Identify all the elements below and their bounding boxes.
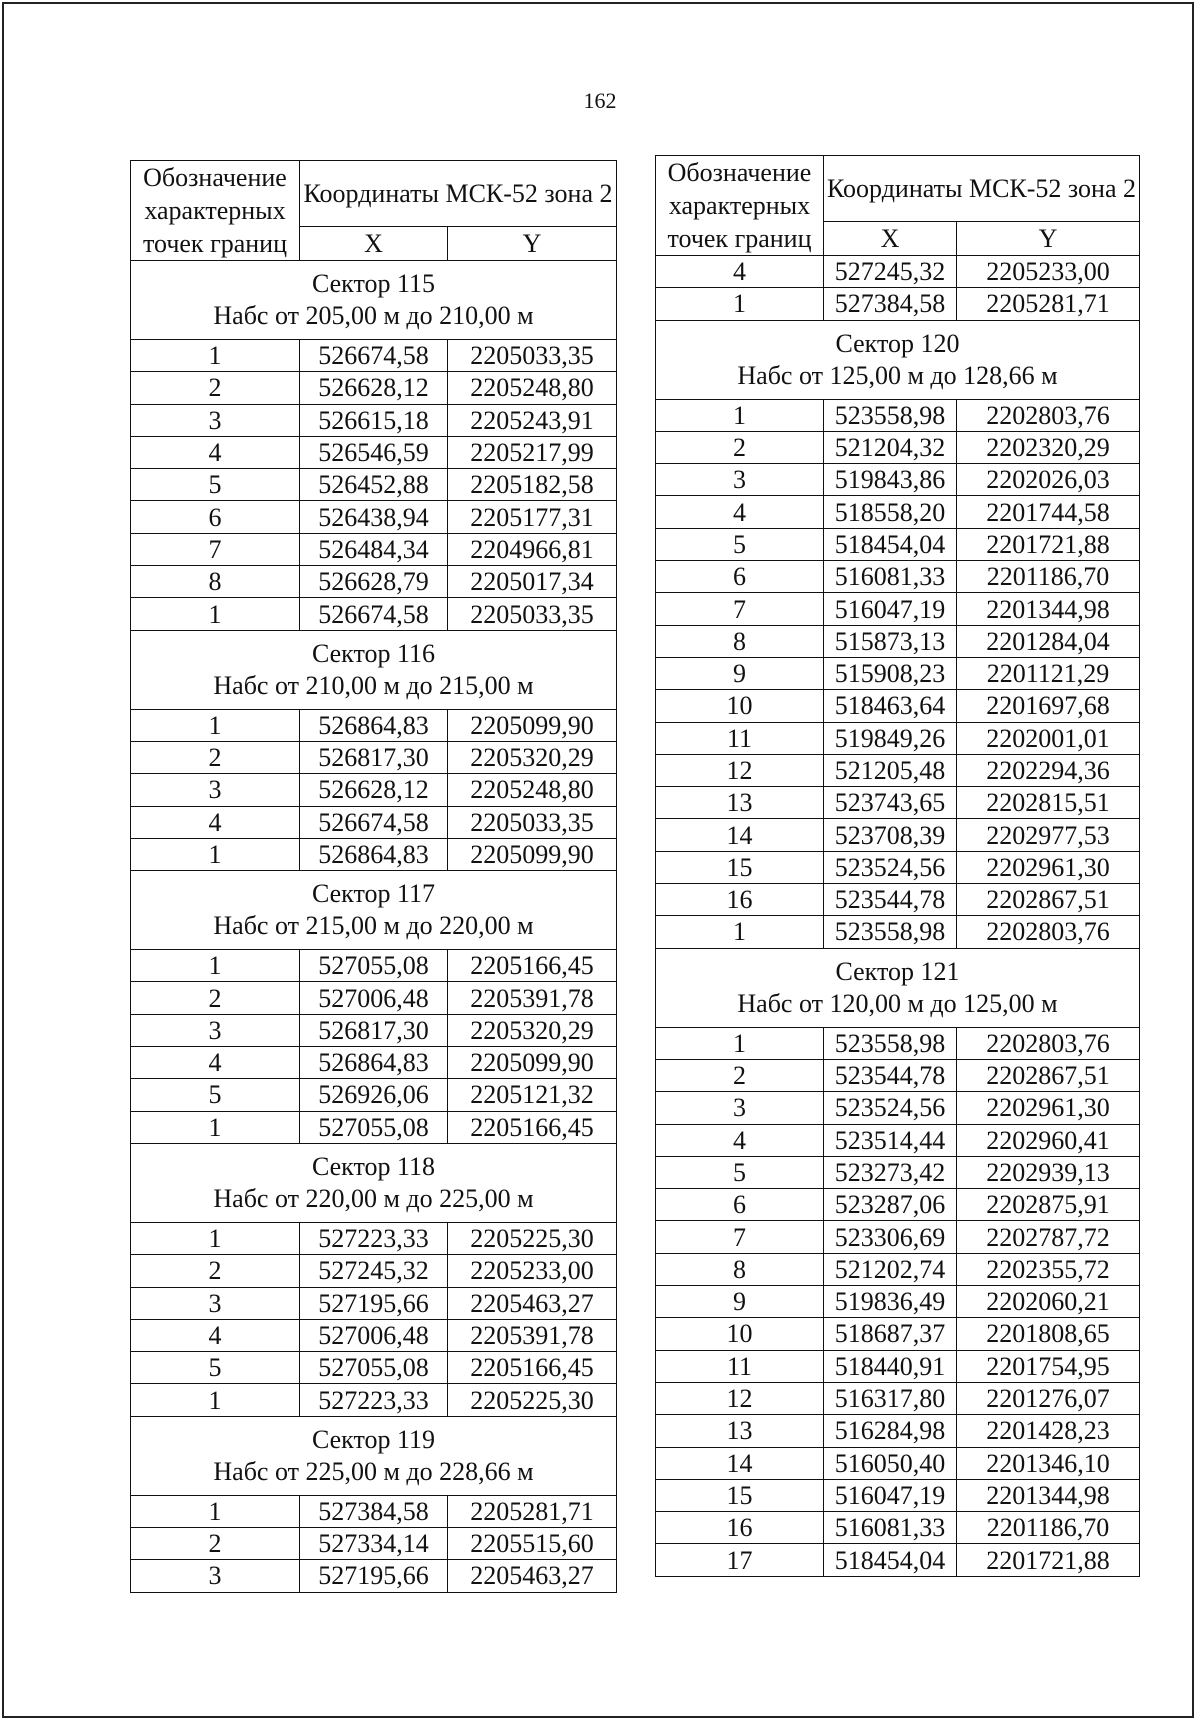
table-row xyxy=(131,1255,617,1287)
point-number-cell: 14 xyxy=(656,1447,824,1479)
table-row xyxy=(131,1528,617,1560)
sector-height-range: Набс от 215,00 м до 220,00 м xyxy=(213,911,534,941)
point-number-cell: 1 xyxy=(131,709,300,741)
y-coordinate-cell: 2202320,29 xyxy=(957,431,1140,463)
table-row xyxy=(656,288,1140,320)
x-coordinate-cell: 523558,98 xyxy=(824,1027,957,1059)
x-coordinate-cell: 523708,39 xyxy=(824,819,957,851)
table-row xyxy=(656,1189,1140,1221)
y-coordinate-cell: 2204966,81 xyxy=(448,533,617,565)
y-coordinate-cell: 2201284,04 xyxy=(957,625,1140,657)
x-coordinate-cell: 519843,86 xyxy=(824,464,957,496)
point-number-cell: 5 xyxy=(131,469,300,501)
y-coordinate-cell: 2201186,70 xyxy=(957,561,1140,593)
point-number-cell: 3 xyxy=(656,464,824,496)
sector-height-range: Набс от 225,00 м до 228,66 м xyxy=(213,1456,534,1486)
y-coordinate-cell: 2201808,65 xyxy=(957,1318,1140,1350)
y-coordinate-cell: 2201276,07 xyxy=(957,1382,1140,1414)
y-coordinate-cell: 2205281,71 xyxy=(957,288,1140,320)
table-row xyxy=(656,593,1140,625)
table-row xyxy=(131,469,617,501)
point-number-cell: 11 xyxy=(656,1350,824,1382)
y-coordinate-cell: 2205281,71 xyxy=(448,1495,617,1527)
point-number-cell: 1 xyxy=(131,598,300,630)
point-number-cell: 4 xyxy=(656,1124,824,1156)
x-coordinate-cell: 527223,33 xyxy=(300,1222,448,1254)
point-number-cell: 16 xyxy=(656,884,824,916)
point-number-cell: 12 xyxy=(656,754,824,786)
table-row xyxy=(131,806,617,838)
y-coordinate-cell: 2205463,27 xyxy=(448,1560,617,1592)
x-coordinate-cell: 523273,42 xyxy=(824,1156,957,1188)
x-coordinate-cell: 527055,08 xyxy=(300,950,448,982)
table-row xyxy=(131,982,617,1014)
y-coordinate-cell: 2205099,90 xyxy=(448,709,617,741)
x-coordinate-cell: 527334,14 xyxy=(300,1528,448,1560)
x-coordinate-cell: 526817,30 xyxy=(300,1014,448,1046)
point-number-cell: 2 xyxy=(656,1059,824,1091)
x-coordinate-cell: 523524,56 xyxy=(824,1092,957,1124)
y-coordinate-cell: 2205182,58 xyxy=(448,469,617,501)
y-coordinate-cell: 2205225,30 xyxy=(448,1384,617,1416)
y-coordinate-cell: 2202867,51 xyxy=(957,1059,1140,1091)
x-coordinate-cell: 526628,12 xyxy=(300,372,448,404)
x-coordinate-cell: 526817,30 xyxy=(300,741,448,773)
x-coordinate-cell: 523524,56 xyxy=(824,851,957,883)
table-row xyxy=(656,1027,1140,1059)
sector-title: Сектор 119 xyxy=(311,1424,436,1454)
y-coordinate-cell: 2202961,30 xyxy=(957,1092,1140,1124)
y-coordinate-cell: 2202803,76 xyxy=(957,1027,1140,1059)
table-row xyxy=(656,1156,1140,1188)
y-coordinate-cell: 2202803,76 xyxy=(957,399,1140,431)
x-coordinate-cell: 526926,06 xyxy=(300,1079,448,1111)
y-coordinate-cell: 2201721,88 xyxy=(957,528,1140,560)
x-coordinate-cell: 523287,06 xyxy=(824,1189,957,1221)
x-coordinate-cell: 516047,19 xyxy=(824,1479,957,1511)
table-row xyxy=(131,1222,617,1254)
y-coordinate-cell: 2202001,01 xyxy=(957,722,1140,754)
y-coordinate-cell: 2202355,72 xyxy=(957,1253,1140,1285)
table-row xyxy=(656,787,1140,819)
table-row xyxy=(131,1111,617,1143)
y-coordinate-cell: 2205320,29 xyxy=(448,741,617,773)
x-coordinate-cell: 526864,83 xyxy=(300,709,448,741)
x-coordinate-cell: 518440,91 xyxy=(824,1350,957,1382)
x-coordinate-cell: 526628,12 xyxy=(300,774,448,806)
y-coordinate-cell: 2205017,34 xyxy=(448,566,617,598)
header-coordinates-label: Координаты МСК-52 зона 2 xyxy=(824,156,1140,222)
x-coordinate-cell: 527006,48 xyxy=(300,1319,448,1351)
x-coordinate-cell: 526674,58 xyxy=(300,340,448,372)
x-coordinate-cell: 526628,79 xyxy=(300,566,448,598)
y-coordinate-cell: 2205099,90 xyxy=(448,838,617,870)
table-row xyxy=(131,1079,617,1111)
table-row xyxy=(656,1124,1140,1156)
x-coordinate-cell: 527223,33 xyxy=(300,1384,448,1416)
x-coordinate-cell: 523544,78 xyxy=(824,1059,957,1091)
point-number-cell: 1 xyxy=(131,1222,300,1254)
x-coordinate-cell: 527055,08 xyxy=(300,1111,448,1143)
sector-heading xyxy=(131,871,617,950)
header-x-label: X xyxy=(824,222,957,256)
point-number-cell: 11 xyxy=(656,722,824,754)
point-number-cell: 4 xyxy=(656,256,824,288)
sector-heading xyxy=(656,948,1140,1027)
table-row xyxy=(656,657,1140,689)
y-coordinate-cell: 2201344,98 xyxy=(957,593,1140,625)
x-coordinate-cell: 518687,37 xyxy=(824,1318,957,1350)
table-row xyxy=(656,399,1140,431)
y-coordinate-cell: 2205463,27 xyxy=(448,1287,617,1319)
x-coordinate-cell: 518454,04 xyxy=(824,528,957,560)
x-coordinate-cell: 523544,78 xyxy=(824,884,957,916)
point-number-cell: 3 xyxy=(131,774,300,806)
y-coordinate-cell: 2201346,10 xyxy=(957,1447,1140,1479)
table-row xyxy=(131,598,617,630)
point-number-cell: 2 xyxy=(131,741,300,773)
y-coordinate-cell: 2205121,32 xyxy=(448,1079,617,1111)
coordinates-table-right xyxy=(655,155,1140,1577)
point-number-cell: 5 xyxy=(656,528,824,560)
x-coordinate-cell: 516317,80 xyxy=(824,1382,957,1414)
x-coordinate-cell: 523558,98 xyxy=(824,399,957,431)
table-row xyxy=(656,1415,1140,1447)
y-coordinate-cell: 2201721,88 xyxy=(957,1544,1140,1576)
point-number-cell: 17 xyxy=(656,1544,824,1576)
point-number-cell: 4 xyxy=(131,1047,300,1079)
x-coordinate-cell: 526864,83 xyxy=(300,1047,448,1079)
point-number-cell: 2 xyxy=(131,1255,300,1287)
y-coordinate-cell: 2202977,53 xyxy=(957,819,1140,851)
x-coordinate-cell: 516081,33 xyxy=(824,561,957,593)
sector-heading-cell xyxy=(656,320,1140,399)
x-coordinate-cell: 516050,40 xyxy=(824,1447,957,1479)
table-row xyxy=(131,566,617,598)
table-row xyxy=(656,496,1140,528)
point-number-cell: 1 xyxy=(131,340,300,372)
point-number-cell: 2 xyxy=(131,372,300,404)
y-coordinate-cell: 2205033,35 xyxy=(448,598,617,630)
sector-heading-cell xyxy=(131,630,617,709)
point-number-cell: 7 xyxy=(131,533,300,565)
table-row xyxy=(656,1253,1140,1285)
x-coordinate-cell: 521205,48 xyxy=(824,754,957,786)
x-coordinate-cell: 523743,65 xyxy=(824,787,957,819)
point-number-cell: 2 xyxy=(131,1528,300,1560)
table-row xyxy=(131,950,617,982)
point-number-cell: 1 xyxy=(131,1495,300,1527)
y-coordinate-cell: 2205391,78 xyxy=(448,982,617,1014)
point-number-cell: 15 xyxy=(656,1479,824,1511)
y-coordinate-cell: 2202803,76 xyxy=(957,916,1140,948)
y-coordinate-cell: 2202867,51 xyxy=(957,884,1140,916)
table-row xyxy=(656,884,1140,916)
table-row xyxy=(656,431,1140,463)
point-number-cell: 15 xyxy=(656,851,824,883)
table-row xyxy=(131,1495,617,1527)
sector-heading-cell xyxy=(131,1416,617,1495)
point-number-cell: 12 xyxy=(656,1382,824,1414)
y-coordinate-cell: 2205248,80 xyxy=(448,372,617,404)
y-coordinate-cell: 2205515,60 xyxy=(448,1528,617,1560)
table-row xyxy=(131,1384,617,1416)
point-number-cell: 10 xyxy=(656,1318,824,1350)
point-number-cell: 1 xyxy=(131,838,300,870)
table-row xyxy=(656,754,1140,786)
y-coordinate-cell: 2205166,45 xyxy=(448,1352,617,1384)
table-row xyxy=(656,625,1140,657)
sector-height-range: Набс от 205,00 м до 210,00 м xyxy=(213,301,534,330)
table-row xyxy=(656,1221,1140,1253)
x-coordinate-cell: 518454,04 xyxy=(824,1544,957,1576)
point-number-cell: 3 xyxy=(131,1560,300,1592)
y-coordinate-cell: 2202787,72 xyxy=(957,1221,1140,1253)
x-coordinate-cell: 527006,48 xyxy=(300,982,448,1014)
y-coordinate-cell: 2201754,95 xyxy=(957,1350,1140,1382)
y-coordinate-cell: 2205243,91 xyxy=(448,404,617,436)
header-points-label: Обозначение характерных точек границ xyxy=(131,161,300,261)
table-row xyxy=(131,1047,617,1079)
point-number-cell: 13 xyxy=(656,787,824,819)
x-coordinate-cell: 526546,59 xyxy=(300,436,448,468)
y-coordinate-cell: 2202939,13 xyxy=(957,1156,1140,1188)
table-row xyxy=(131,372,617,404)
table-row xyxy=(131,741,617,773)
table-row xyxy=(131,404,617,436)
y-coordinate-cell: 2201697,68 xyxy=(957,690,1140,722)
x-coordinate-cell: 516081,33 xyxy=(824,1512,957,1544)
x-coordinate-cell: 526864,83 xyxy=(300,838,448,870)
header-y-label: Y xyxy=(957,222,1140,256)
table-row xyxy=(656,1479,1140,1511)
y-coordinate-cell: 2202875,91 xyxy=(957,1189,1140,1221)
y-coordinate-cell: 2205391,78 xyxy=(448,1319,617,1351)
sector-heading-cell xyxy=(131,261,617,340)
x-coordinate-cell: 523558,98 xyxy=(824,916,957,948)
point-number-cell: 9 xyxy=(656,1286,824,1318)
point-number-cell: 4 xyxy=(656,496,824,528)
point-number-cell: 1 xyxy=(656,916,824,948)
x-coordinate-cell: 518558,20 xyxy=(824,496,957,528)
table-row xyxy=(656,1512,1140,1544)
point-number-cell: 8 xyxy=(656,625,824,657)
table-row xyxy=(656,561,1140,593)
y-coordinate-cell: 2202294,36 xyxy=(957,754,1140,786)
table-row xyxy=(131,1560,617,1592)
point-number-cell: 8 xyxy=(656,1253,824,1285)
y-coordinate-cell: 2205033,35 xyxy=(448,806,617,838)
point-number-cell: 6 xyxy=(656,1189,824,1221)
x-coordinate-cell: 523306,69 xyxy=(824,1221,957,1253)
sector-height-range: Набс от 125,00 м до 128,66 м xyxy=(737,360,1058,390)
table-row xyxy=(656,722,1140,754)
sector-title: Сектор 120 xyxy=(835,328,960,358)
x-coordinate-cell: 527245,32 xyxy=(300,1255,448,1287)
sector-heading xyxy=(131,1416,617,1495)
sector-height-range: Набс от 210,00 м до 215,00 м xyxy=(213,670,534,700)
table-row xyxy=(131,838,617,870)
table-row xyxy=(656,1286,1140,1318)
x-coordinate-cell: 519836,49 xyxy=(824,1286,957,1318)
table-row xyxy=(656,464,1140,496)
point-number-cell: 10 xyxy=(656,690,824,722)
point-number-cell: 8 xyxy=(131,566,300,598)
x-coordinate-cell: 519849,26 xyxy=(824,722,957,754)
y-coordinate-cell: 2205217,99 xyxy=(448,436,617,468)
y-coordinate-cell: 2205233,00 xyxy=(957,256,1140,288)
y-coordinate-cell: 2205166,45 xyxy=(448,950,617,982)
y-coordinate-cell: 2202026,03 xyxy=(957,464,1140,496)
y-coordinate-cell: 2205248,80 xyxy=(448,774,617,806)
table-row xyxy=(656,916,1140,948)
x-coordinate-cell: 515908,23 xyxy=(824,657,957,689)
point-number-cell: 2 xyxy=(656,431,824,463)
point-number-cell: 13 xyxy=(656,1415,824,1447)
sector-heading xyxy=(656,320,1140,399)
point-number-cell: 14 xyxy=(656,819,824,851)
point-number-cell: 3 xyxy=(656,1092,824,1124)
header-x-label: X xyxy=(300,227,448,261)
point-number-cell: 3 xyxy=(131,1287,300,1319)
x-coordinate-cell: 527245,32 xyxy=(824,256,957,288)
table-row xyxy=(656,1382,1140,1414)
y-coordinate-cell: 2201186,70 xyxy=(957,1512,1140,1544)
sector-title: Сектор 121 xyxy=(835,956,960,986)
x-coordinate-cell: 516284,98 xyxy=(824,1415,957,1447)
x-coordinate-cell: 526484,34 xyxy=(300,533,448,565)
sector-heading xyxy=(131,1143,617,1222)
sector-height-range: Набс от 120,00 м до 125,00 м xyxy=(737,988,1058,1018)
point-number-cell: 1 xyxy=(656,288,824,320)
point-number-cell: 1 xyxy=(656,399,824,431)
table-row xyxy=(656,1059,1140,1091)
table-row xyxy=(131,709,617,741)
point-number-cell: 4 xyxy=(131,1319,300,1351)
x-coordinate-cell: 521204,32 xyxy=(824,431,957,463)
x-coordinate-cell: 516047,19 xyxy=(824,593,957,625)
table-row xyxy=(131,436,617,468)
sector-height-range: Набс от 220,00 м до 225,00 м xyxy=(213,1183,534,1213)
y-coordinate-cell: 2202960,41 xyxy=(957,1124,1140,1156)
point-number-cell: 1 xyxy=(131,1111,300,1143)
x-coordinate-cell: 527384,58 xyxy=(824,288,957,320)
x-coordinate-cell: 521202,74 xyxy=(824,1253,957,1285)
y-coordinate-cell: 2202961,30 xyxy=(957,851,1140,883)
table-row xyxy=(656,1350,1140,1382)
coordinates-table-left xyxy=(130,160,617,1593)
sector-heading xyxy=(131,261,617,340)
sector-title: Сектор 115 xyxy=(311,269,436,298)
x-coordinate-cell: 527195,66 xyxy=(300,1560,448,1592)
y-coordinate-cell: 2205099,90 xyxy=(448,1047,617,1079)
x-coordinate-cell: 523514,44 xyxy=(824,1124,957,1156)
table-row xyxy=(656,819,1140,851)
sector-title: Сектор 118 xyxy=(311,1151,436,1181)
x-coordinate-cell: 527055,08 xyxy=(300,1352,448,1384)
x-coordinate-cell: 526452,88 xyxy=(300,469,448,501)
y-coordinate-cell: 2202060,21 xyxy=(957,1286,1140,1318)
y-coordinate-cell: 2205225,30 xyxy=(448,1222,617,1254)
x-coordinate-cell: 527384,58 xyxy=(300,1495,448,1527)
point-number-cell: 1 xyxy=(656,1027,824,1059)
sector-heading-cell xyxy=(131,871,617,950)
y-coordinate-cell: 2205233,00 xyxy=(448,1255,617,1287)
point-number-cell: 5 xyxy=(656,1156,824,1188)
y-coordinate-cell: 2201744,58 xyxy=(957,496,1140,528)
x-coordinate-cell: 526615,18 xyxy=(300,404,448,436)
x-coordinate-cell: 527195,66 xyxy=(300,1287,448,1319)
x-coordinate-cell: 518463,64 xyxy=(824,690,957,722)
sector-title: Сектор 116 xyxy=(311,638,436,668)
y-coordinate-cell: 2205320,29 xyxy=(448,1014,617,1046)
y-coordinate-cell: 2205177,31 xyxy=(448,501,617,533)
y-coordinate-cell: 2202815,51 xyxy=(957,787,1140,819)
table-row xyxy=(656,528,1140,560)
point-number-cell: 5 xyxy=(131,1079,300,1111)
table-row xyxy=(656,1544,1140,1576)
point-number-cell: 16 xyxy=(656,1512,824,1544)
x-coordinate-cell: 526438,94 xyxy=(300,501,448,533)
table-row xyxy=(656,851,1140,883)
point-number-cell: 6 xyxy=(131,501,300,533)
page-number: 162 xyxy=(583,88,617,113)
y-coordinate-cell: 2205033,35 xyxy=(448,340,617,372)
table-row xyxy=(131,501,617,533)
table-row xyxy=(131,1014,617,1046)
sector-heading-cell xyxy=(131,1143,617,1222)
point-number-cell: 2 xyxy=(131,982,300,1014)
y-coordinate-cell: 2201428,23 xyxy=(957,1415,1140,1447)
y-coordinate-cell: 2205166,45 xyxy=(448,1111,617,1143)
point-number-cell: 3 xyxy=(131,1014,300,1046)
table-row xyxy=(131,533,617,565)
table-row xyxy=(131,1287,617,1319)
table-row xyxy=(656,1447,1140,1479)
point-number-cell: 4 xyxy=(131,806,300,838)
point-number-cell: 5 xyxy=(131,1352,300,1384)
table-row xyxy=(656,690,1140,722)
header-points-label: Обозначение характерных точек границ xyxy=(656,156,824,256)
header-y-label: Y xyxy=(448,227,617,261)
table-row xyxy=(656,1092,1140,1124)
point-number-cell: 6 xyxy=(656,561,824,593)
header-coordinates-label: Координаты МСК-52 зона 2 xyxy=(300,161,617,227)
table-row xyxy=(131,1352,617,1384)
table-row xyxy=(131,1319,617,1351)
table-row xyxy=(131,340,617,372)
x-coordinate-cell: 515873,13 xyxy=(824,625,957,657)
point-number-cell: 4 xyxy=(131,436,300,468)
sector-title: Сектор 117 xyxy=(311,879,436,909)
point-number-cell: 7 xyxy=(656,1221,824,1253)
y-coordinate-cell: 2201344,98 xyxy=(957,1479,1140,1511)
table-row xyxy=(656,256,1140,288)
y-coordinate-cell: 2201121,29 xyxy=(957,657,1140,689)
point-number-cell: 1 xyxy=(131,1384,300,1416)
point-number-cell: 9 xyxy=(656,657,824,689)
point-number-cell: 3 xyxy=(131,404,300,436)
x-coordinate-cell: 526674,58 xyxy=(300,598,448,630)
x-coordinate-cell: 526674,58 xyxy=(300,806,448,838)
point-number-cell: 1 xyxy=(131,950,300,982)
point-number-cell: 7 xyxy=(656,593,824,625)
table-row xyxy=(131,774,617,806)
sector-heading-cell xyxy=(656,948,1140,1027)
table-row xyxy=(656,1318,1140,1350)
sector-heading xyxy=(131,630,617,709)
